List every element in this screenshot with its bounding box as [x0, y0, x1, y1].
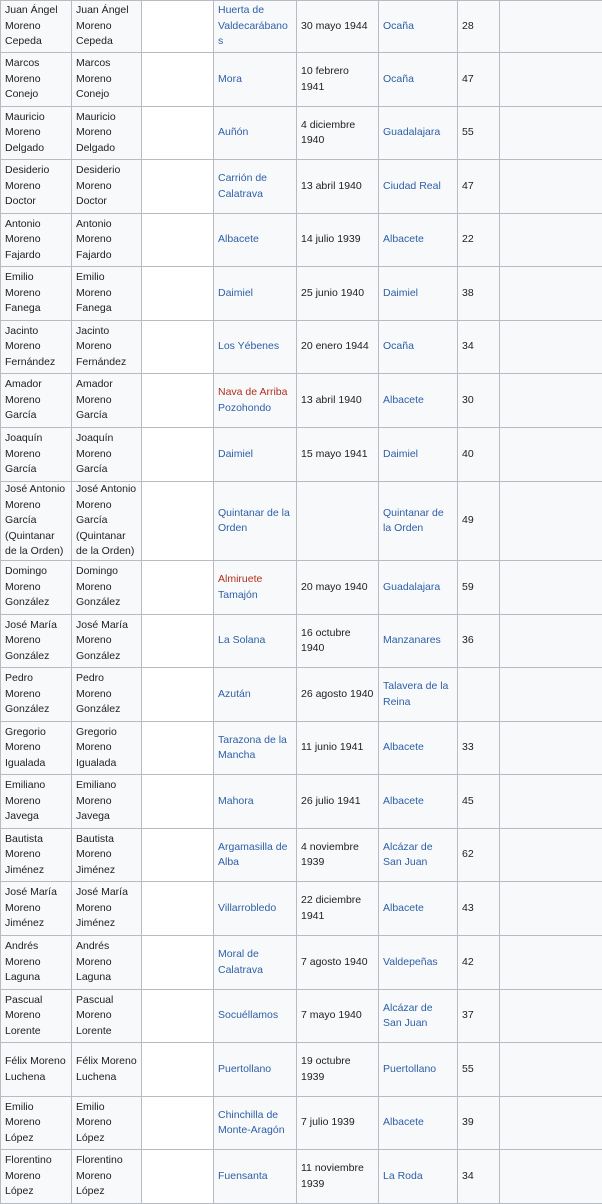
birthplace-cell[interactable]: [214, 1097, 297, 1150]
sort-name-cell: Emiliano Moreno Javega: [72, 775, 142, 829]
empty-cell: [142, 1043, 214, 1097]
notes-cell: [500, 561, 602, 615]
name-cell: Emilio Moreno Fanega: [1, 267, 72, 321]
sort-name-cell: Gregorio Moreno Igualada: [72, 722, 142, 775]
name-cell: Joaquín Moreno García: [1, 428, 72, 482]
name-cell: Marcos Moreno Conejo: [1, 53, 72, 107]
name-cell: José María Moreno González: [1, 615, 72, 668]
place-link[interactable]: Mahora: [218, 794, 292, 810]
prison-link[interactable]: Albacete: [379, 882, 458, 936]
place-link[interactable]: Puertollano: [218, 1062, 292, 1078]
empty-cell: [142, 267, 214, 321]
date-cell: 13 abril 1940: [297, 160, 379, 214]
name-cell: Mauricio Moreno Delgado: [1, 107, 72, 160]
birthplace-cell[interactable]: [214, 374, 297, 428]
birthplace-cell[interactable]: [214, 615, 297, 668]
place-link[interactable]: Albacete: [218, 232, 292, 248]
sort-name-cell: Domingo Moreno González: [72, 561, 142, 615]
birthplace-cell[interactable]: [214, 160, 297, 214]
birthplace-cell[interactable]: [214, 267, 297, 321]
date-cell: 10 febrero 1941: [297, 53, 379, 107]
birthplace-cell[interactable]: [214, 829, 297, 882]
redlink[interactable]: Nava de Arriba: [218, 385, 292, 401]
birthplace-cell[interactable]: [214, 990, 297, 1043]
notes-cell: [500, 267, 602, 321]
name-cell: Emilio Moreno López: [1, 1097, 72, 1150]
empty-cell: [142, 668, 214, 722]
table-row: [1, 775, 602, 829]
age-cell: 30: [458, 374, 500, 428]
prison-link[interactable]: Puertollano: [379, 1043, 458, 1097]
sort-name-cell: Félix Moreno Luchena: [72, 1043, 142, 1097]
age-cell: [458, 668, 500, 722]
sort-name-cell: Pascual Moreno Lorente: [72, 990, 142, 1043]
empty-cell: [142, 53, 214, 107]
table-row: [1, 936, 602, 990]
prison-link[interactable]: Albacete: [379, 1097, 458, 1150]
date-cell: 7 agosto 1940: [297, 936, 379, 990]
prison-link[interactable]: Valdepeñas: [379, 936, 458, 990]
age-cell: 40: [458, 428, 500, 482]
place-link[interactable]: Quintanar de la Orden: [218, 506, 292, 537]
place-link[interactable]: Pozohondo: [218, 401, 292, 417]
notes-cell: [500, 107, 602, 160]
date-cell: 16 octubre 1940: [297, 615, 379, 668]
notes-cell: [500, 53, 602, 107]
sort-name-cell: Juan Ángel Moreno Cepeda: [72, 1, 142, 53]
birthplace-cell[interactable]: [214, 775, 297, 829]
birthplace-cell[interactable]: [214, 482, 297, 561]
empty-cell: [142, 990, 214, 1043]
age-cell: 49: [458, 482, 500, 561]
date-cell: 14 julio 1939: [297, 214, 379, 267]
sort-name-cell: José Antonio Moreno García (Quintanar de la Orden): [72, 482, 142, 561]
sort-name-cell: Joaquín Moreno García: [72, 428, 142, 482]
name-cell: Florentino Moreno López: [1, 1150, 72, 1204]
age-cell: 45: [458, 775, 500, 829]
sort-name-cell: Jacinto Moreno Fernández: [72, 321, 142, 374]
age-cell: 28: [458, 1, 500, 53]
name-cell: Pedro Moreno González: [1, 668, 72, 722]
empty-cell: [142, 1, 214, 53]
age-cell: 43: [458, 882, 500, 936]
empty-cell: [142, 1097, 214, 1150]
notes-cell: [500, 214, 602, 267]
prison-link[interactable]: La Roda: [379, 1150, 458, 1204]
age-cell: 34: [458, 321, 500, 374]
age-cell: 34: [458, 1150, 500, 1204]
place-link[interactable]: Villarrobledo: [218, 901, 292, 917]
date-cell: 26 agosto 1940: [297, 668, 379, 722]
notes-cell: [500, 1043, 602, 1097]
notes-cell: [500, 1, 602, 53]
sort-name-cell: Florentino Moreno López: [72, 1150, 142, 1204]
date-cell: 7 mayo 1940: [297, 990, 379, 1043]
prison-link[interactable]: Albacete: [379, 722, 458, 775]
table-body: [1, 1, 602, 1204]
place-link[interactable]: Chinchilla de Monte-Aragón: [218, 1108, 292, 1139]
prison-link[interactable]: Albacete: [379, 775, 458, 829]
date-cell: 15 mayo 1941: [297, 428, 379, 482]
empty-cell: [142, 428, 214, 482]
notes-cell: [500, 1150, 602, 1204]
prison-link[interactable]: Alcázar de San Juan: [379, 829, 458, 882]
name-cell: Desiderio Moreno Doctor: [1, 160, 72, 214]
age-cell: 59: [458, 561, 500, 615]
date-cell: 25 junio 1940: [297, 267, 379, 321]
place-link[interactable]: Huerta de Valdecarábanos: [218, 3, 292, 50]
empty-cell: [142, 936, 214, 990]
name-cell: Bautista Moreno Jiménez: [1, 829, 72, 882]
table-row: [1, 321, 602, 374]
birthplace-cell[interactable]: [214, 1150, 297, 1204]
prison-link[interactable]: Talavera de la Reina: [379, 668, 458, 722]
sort-name-cell: Bautista Moreno Jiménez: [72, 829, 142, 882]
place-link[interactable]: Argamasilla de Alba: [218, 840, 292, 871]
place-link[interactable]: La Solana: [218, 633, 292, 649]
place-link[interactable]: Los Yébenes: [218, 339, 292, 355]
age-cell: 62: [458, 829, 500, 882]
table-row: [1, 428, 602, 482]
birthplace-cell[interactable]: [214, 936, 297, 990]
notes-cell: [500, 775, 602, 829]
notes-cell: [500, 615, 602, 668]
place-link[interactable]: Fuensanta: [218, 1169, 292, 1185]
sort-name-cell: Antonio Moreno Fajardo: [72, 214, 142, 267]
table-row: [1, 722, 602, 775]
age-cell: 38: [458, 267, 500, 321]
notes-cell: [500, 374, 602, 428]
name-cell: Gregorio Moreno Igualada: [1, 722, 72, 775]
empty-cell: [142, 882, 214, 936]
prison-link[interactable]: Alcázar de San Juan: [379, 990, 458, 1043]
redlink[interactable]: Almiruete: [218, 572, 292, 588]
table-row: [1, 107, 602, 160]
prison-link[interactable]: Ciudad Real: [379, 160, 458, 214]
prison-link[interactable]: Ocaña: [379, 1, 458, 53]
birthplace-cell[interactable]: [214, 1, 297, 53]
date-cell: [297, 482, 379, 561]
place-link[interactable]: Daimiel: [218, 286, 292, 302]
sort-name-cell: Emilio Moreno Fanega: [72, 267, 142, 321]
notes-cell: [500, 882, 602, 936]
birthplace-cell[interactable]: [214, 214, 297, 267]
birthplace-cell[interactable]: [214, 722, 297, 775]
notes-cell: [500, 722, 602, 775]
sort-name-cell: José María Moreno Jiménez: [72, 882, 142, 936]
prison-link[interactable]: Daimiel: [379, 267, 458, 321]
prison-link[interactable]: Manzanares: [379, 615, 458, 668]
table-row: [1, 482, 602, 561]
table-row: [1, 1, 602, 53]
birthplace-cell[interactable]: [214, 668, 297, 722]
name-cell: Domingo Moreno González: [1, 561, 72, 615]
date-cell: 20 enero 1944: [297, 321, 379, 374]
prison-link[interactable]: Ocaña: [379, 321, 458, 374]
table-row: [1, 1097, 602, 1150]
empty-cell: [142, 775, 214, 829]
empty-cell: [142, 321, 214, 374]
date-cell: 22 diciembre 1941: [297, 882, 379, 936]
place-link[interactable]: Auñón: [218, 125, 292, 141]
sort-name-cell: Pedro Moreno González: [72, 668, 142, 722]
name-cell: Pascual Moreno Lorente: [1, 990, 72, 1043]
date-cell: 30 mayo 1944: [297, 1, 379, 53]
age-cell: 22: [458, 214, 500, 267]
table-row: [1, 615, 602, 668]
empty-cell: [142, 482, 214, 561]
sort-name-cell: Mauricio Moreno Delgado: [72, 107, 142, 160]
date-cell: 7 julio 1939: [297, 1097, 379, 1150]
notes-cell: [500, 829, 602, 882]
empty-cell: [142, 374, 214, 428]
empty-cell: [142, 829, 214, 882]
date-cell: 4 diciembre 1940: [297, 107, 379, 160]
table-row: [1, 1150, 602, 1204]
name-cell: Andrés Moreno Laguna: [1, 936, 72, 990]
date-cell: 13 abril 1940: [297, 374, 379, 428]
table-row: [1, 829, 602, 882]
age-cell: 36: [458, 615, 500, 668]
notes-cell: [500, 428, 602, 482]
age-cell: 42: [458, 936, 500, 990]
notes-cell: [500, 668, 602, 722]
date-cell: 20 mayo 1940: [297, 561, 379, 615]
sort-name-cell: Andrés Moreno Laguna: [72, 936, 142, 990]
empty-cell: [142, 1150, 214, 1204]
name-cell: Juan Ángel Moreno Cepeda: [1, 1, 72, 53]
date-cell: 11 noviembre 1939: [297, 1150, 379, 1204]
prison-link[interactable]: Guadalajara: [379, 561, 458, 615]
birthplace-cell[interactable]: [214, 1043, 297, 1097]
notes-cell: [500, 160, 602, 214]
prison-link[interactable]: Quintanar de la Orden: [379, 482, 458, 561]
table-row: [1, 990, 602, 1043]
place-link[interactable]: Daimiel: [218, 447, 292, 463]
birthplace-cell[interactable]: [214, 53, 297, 107]
name-cell: Félix Moreno Luchena: [1, 1043, 72, 1097]
birthplace-cell[interactable]: [214, 107, 297, 160]
table-row: [1, 668, 602, 722]
birthplace-cell[interactable]: [214, 561, 297, 615]
sort-name-cell: José María Moreno González: [72, 615, 142, 668]
notes-cell: [500, 482, 602, 561]
name-cell: José Antonio Moreno García (Quintanar de la Orden): [1, 482, 72, 561]
name-cell: Amador Moreno García: [1, 374, 72, 428]
age-cell: 47: [458, 53, 500, 107]
empty-cell: [142, 561, 214, 615]
sort-name-cell: Marcos Moreno Conejo: [72, 53, 142, 107]
empty-cell: [142, 214, 214, 267]
name-cell: Jacinto Moreno Fernández: [1, 321, 72, 374]
age-cell: 55: [458, 1043, 500, 1097]
date-cell: 19 octubre 1939: [297, 1043, 379, 1097]
name-cell: José María Moreno Jiménez: [1, 882, 72, 936]
place-link[interactable]: Mora: [218, 72, 292, 88]
place-link[interactable]: Carrión de Calatrava: [218, 171, 292, 202]
birthplace-cell[interactable]: [214, 321, 297, 374]
place-link[interactable]: Azután: [218, 687, 292, 703]
date-cell: 4 noviembre 1939: [297, 829, 379, 882]
table-row: [1, 214, 602, 267]
notes-cell: [500, 1097, 602, 1150]
empty-cell: [142, 160, 214, 214]
table-row: [1, 1043, 602, 1097]
empty-cell: [142, 107, 214, 160]
name-cell: Antonio Moreno Fajardo: [1, 214, 72, 267]
place-link[interactable]: Socuéllamos: [218, 1008, 292, 1024]
place-link[interactable]: Tamajón: [218, 588, 292, 604]
notes-cell: [500, 321, 602, 374]
sort-name-cell: Desiderio Moreno Doctor: [72, 160, 142, 214]
age-cell: 33: [458, 722, 500, 775]
prison-link[interactable]: Albacete: [379, 374, 458, 428]
table-row: [1, 882, 602, 936]
table-row: [1, 53, 602, 107]
name-cell: Emiliano Moreno Javega: [1, 775, 72, 829]
age-cell: 55: [458, 107, 500, 160]
table-row: [1, 160, 602, 214]
prison-link[interactable]: Ocaña: [379, 53, 458, 107]
birthplace-cell[interactable]: [214, 882, 297, 936]
prison-link[interactable]: Daimiel: [379, 428, 458, 482]
empty-cell: [142, 722, 214, 775]
table-row: [1, 374, 602, 428]
empty-cell: [142, 615, 214, 668]
place-link[interactable]: Moral de Calatrava: [218, 947, 292, 978]
age-cell: 37: [458, 990, 500, 1043]
prison-link[interactable]: Guadalajara: [379, 107, 458, 160]
sort-name-cell: Amador Moreno García: [72, 374, 142, 428]
table-row: [1, 561, 602, 615]
sort-name-cell: Emilio Moreno López: [72, 1097, 142, 1150]
age-cell: 47: [458, 160, 500, 214]
notes-cell: [500, 990, 602, 1043]
place-link[interactable]: Tarazona de la Mancha: [218, 733, 292, 764]
birthplace-cell[interactable]: [214, 428, 297, 482]
age-cell: 39: [458, 1097, 500, 1150]
date-cell: 11 junio 1941: [297, 722, 379, 775]
date-cell: 26 julio 1941: [297, 775, 379, 829]
table-row: [1, 267, 602, 321]
notes-cell: [500, 936, 602, 990]
prison-link[interactable]: Albacete: [379, 214, 458, 267]
